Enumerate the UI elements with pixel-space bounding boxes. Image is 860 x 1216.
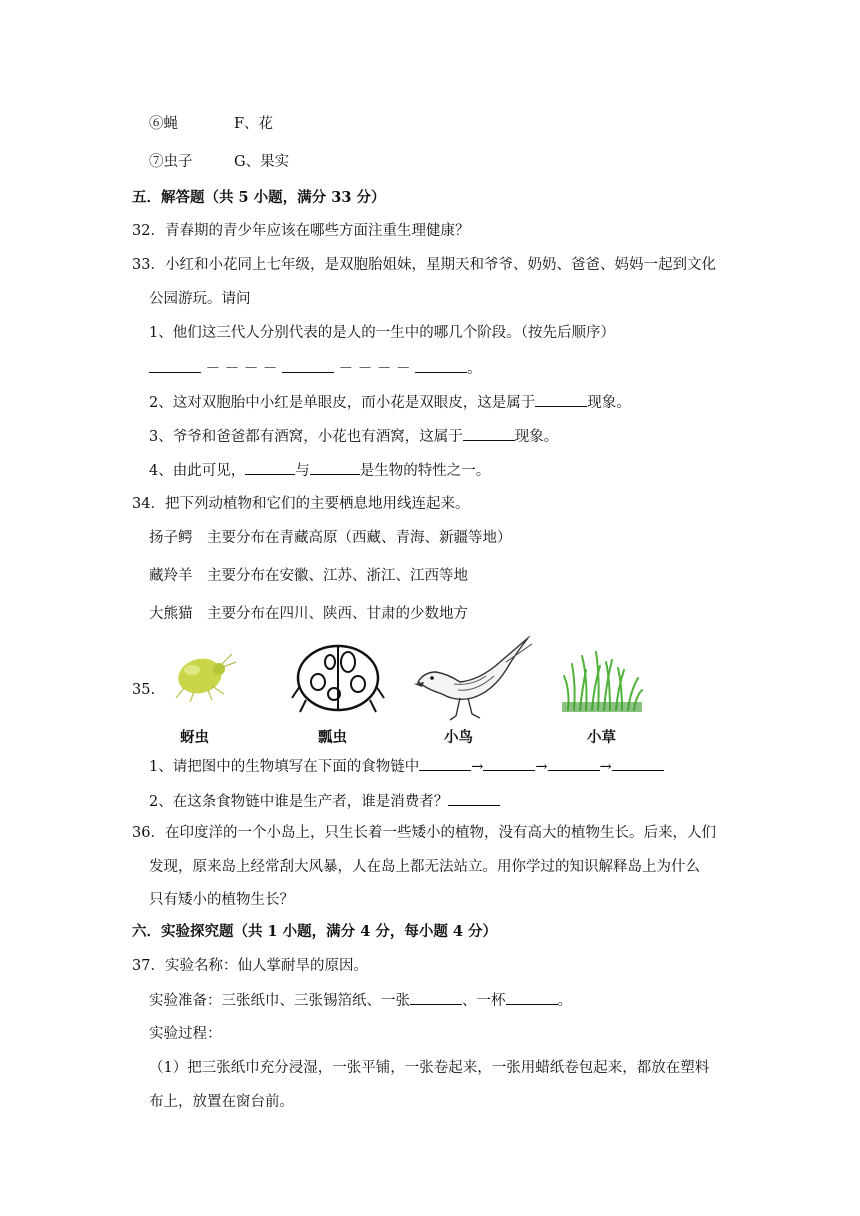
answer-blank[interactable] <box>483 756 535 771</box>
answer-blank[interactable] <box>506 990 558 1005</box>
answer-blank[interactable] <box>245 460 295 475</box>
option-f: F、花 <box>234 116 274 132</box>
question-33-part1-blanks: － － － － － － － － 。 <box>149 358 482 379</box>
answer-blank[interactable] <box>149 358 201 373</box>
question-33-part1: 1、他们这三代人分别代表的是人的一生中的哪几个阶段。（按先后顺序） <box>149 325 615 341</box>
bird-label: 小鸟 <box>444 730 473 746</box>
question-35-part1: 1、请把图中的生物填写在下面的食物链中 → → → <box>149 756 664 777</box>
question-33-part2: 2、这对双胞胎中小红是单眼皮，而小花是双眼皮，这是属于 现象。 <box>149 392 631 413</box>
question-34-item2: 藏羚羊 主要分布在安徽、江苏、浙江、江西等地 <box>149 568 468 584</box>
grass-picture <box>560 650 644 714</box>
ladybug-picture <box>288 636 388 718</box>
question-33-line2: 公园游玩。请问 <box>149 291 251 307</box>
aphid-label: 蚜虫 <box>180 730 209 746</box>
question-34: 34．把下列动植物和它们的主要栖息地用线连起来。 <box>132 496 470 512</box>
option-6: ⑥蝇 <box>149 116 178 132</box>
question-34-item1: 扬子鳄 主要分布在青藏高原（西藏、青海、新疆等地） <box>149 530 512 546</box>
question-37-step1-line1: （1）把三张纸巾充分浸湿，一张平铺，一张卷起来，一张用蜡纸卷包起来，都放在塑料 <box>149 1060 710 1076</box>
question-33-part4: 4、由此可见， 与 是生物的特性之一。 <box>149 460 490 481</box>
answer-blank[interactable] <box>548 756 600 771</box>
question-37-prep: 实验准备：三张纸巾、三张锡箔纸、一张 、一杯 。 <box>149 990 572 1011</box>
answer-blank[interactable] <box>310 460 360 475</box>
question-36-line1: 36．在印度洋的一个小岛上，只生长着一些矮小的植物，没有高大的植物生长。后来，人们 <box>132 825 716 841</box>
grass-label: 小草 <box>587 730 616 746</box>
answer-blank[interactable] <box>535 392 587 407</box>
section-6-heading: 六．实验探究题（共 1 小题，满分 4 分，每小题 4 分） <box>132 923 498 940</box>
question-37: 37．实验名称：仙人掌耐旱的原因。 <box>132 958 368 974</box>
question-35-number: 35. <box>132 682 156 698</box>
question-33-part3: 3、爷爷和爸爸都有酒窝，小花也有酒窝，这属于 现象。 <box>149 426 558 447</box>
question-33-line1: 33．小红和小花同上七年级，是双胞胎姐妹，星期天和爷爷、奶奶、爸爸、妈妈一起到文化 <box>132 257 716 273</box>
question-34-item3: 大熊猫 主要分布在四川、陕西、甘肃的少数地方 <box>149 606 468 622</box>
question-36-line2: 发现，原来岛上经常刮大风暴，人在岛上都无法站立。用你学过的知识解释岛上为什么 <box>149 859 700 875</box>
answer-blank[interactable] <box>419 756 471 771</box>
answer-blank[interactable] <box>463 426 515 441</box>
answer-blank[interactable] <box>448 791 500 806</box>
answer-blank[interactable] <box>282 358 334 373</box>
section-5-heading: 五．解答题（共 5 小题，满分 33 分） <box>132 189 386 206</box>
question-32: 32．青春期的青少年应该在哪些方面注重生理健康？ <box>132 223 470 239</box>
ladybug-label: 瓢虫 <box>318 730 347 746</box>
answer-blank[interactable] <box>612 756 664 771</box>
question-35-part2: 2、在这条食物链中谁是生产者，谁是消费者？ <box>149 791 500 812</box>
answer-blank[interactable] <box>410 990 462 1005</box>
bird-picture <box>410 632 535 724</box>
option-7: ⑦虫子 <box>149 154 193 170</box>
aphid-picture <box>162 640 242 710</box>
question-36-line3: 只有矮小的植物生长？ <box>149 892 294 908</box>
question-37-process: 实验过程： <box>149 1026 222 1042</box>
question-37-step1-line2: 布上，放置在窗台前。 <box>149 1094 294 1110</box>
answer-blank[interactable] <box>415 358 467 373</box>
option-g: G、果实 <box>234 154 290 170</box>
